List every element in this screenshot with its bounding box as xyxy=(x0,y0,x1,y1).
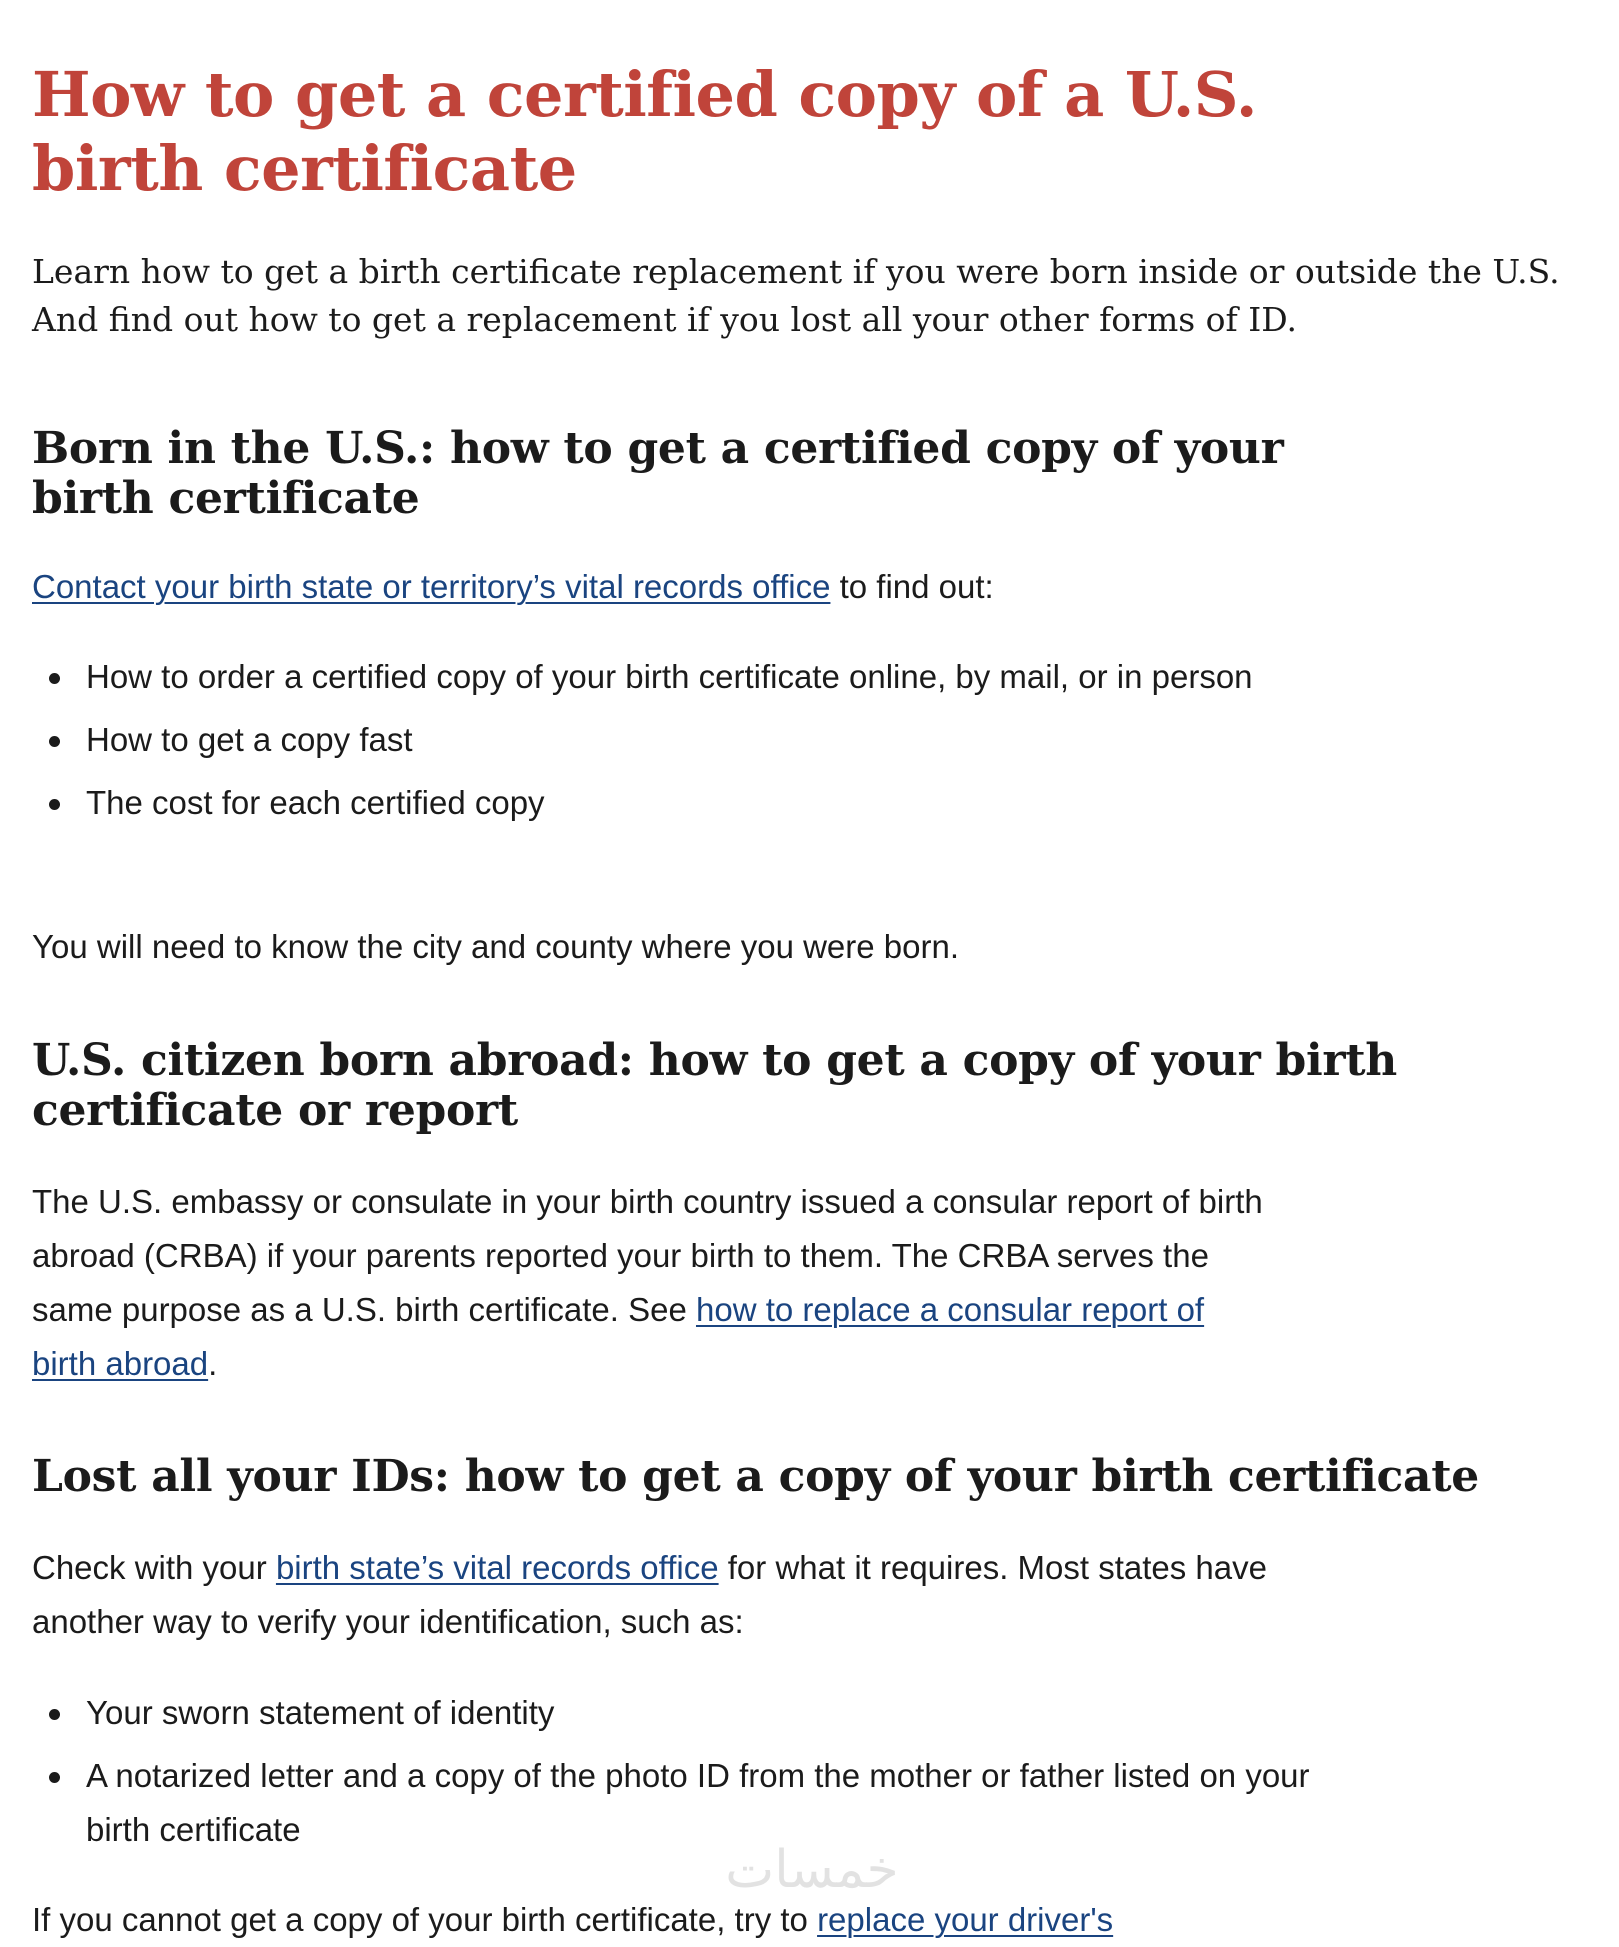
page-lede: Learn how to get a birth certificate replacement if you were born inside or outside the U.S. And find out how to get a replacement if you lost all your other forms of ID. xyxy=(32,252,1560,339)
section-us-intro-text: to find out: xyxy=(830,568,994,605)
section-lost-bullet-list xyxy=(32,1686,1332,1866)
watermark-logo: خمسات xyxy=(725,1840,899,1900)
section-us-note: You will need to know the city and county where you were born. xyxy=(32,928,959,965)
section-abroad-body: The U.S. embassy or consulate in your birth country issued a consular report of birth abroad (CRBA) if your parents reported your birth to them. The CRBA serves the same purpose as a U.S. birth certificate. See xyxy=(32,1183,1263,1328)
list-item: A notarized letter and a copy of the photo ID from the mother or father listed on your birth certificate xyxy=(32,1749,1332,1857)
birth-state-vital-records-link[interactable]: birth state’s vital records office xyxy=(275,1549,719,1586)
section-heading-born-abroad: U.S. citizen born abroad: how to get a copy of your birth certificate or report xyxy=(32,1035,1397,1136)
list-item: The cost for each certified copy xyxy=(32,776,1272,830)
section-us-bullet-list xyxy=(32,650,1272,839)
section-heading-born-us: Born in the U.S.: how to get a certified copy of your birth certificate xyxy=(32,423,1284,524)
replace-drivers-license-link[interactable]: replace your driver's xyxy=(817,1901,1114,1938)
section-lost-text-end: for what it requires. Most states have another way to verify your identification, such as: xyxy=(32,1549,1267,1640)
replace-crba-link[interactable]: how to replace a consular report of birth abroad xyxy=(32,1291,1205,1382)
section-lost-text xyxy=(32,1541,1282,1649)
section-abroad-text xyxy=(32,1175,1272,1391)
list-item: How to get a copy fast xyxy=(32,713,1272,767)
section-abroad-period: . xyxy=(208,1345,218,1382)
section-us-intro xyxy=(32,560,1352,614)
section-lost-text-start: Check with your xyxy=(32,1549,276,1586)
list-item: Your sworn statement of identity xyxy=(32,1686,1332,1740)
vital-records-office-link[interactable]: Contact your birth state or territory’s vital records office xyxy=(32,568,831,605)
section-lost-closing-text: If you cannot get a copy of your birth certificate, try to xyxy=(32,1901,818,1938)
list-item: How to order a certified copy of your birth certificate online, by mail, or in person xyxy=(32,650,1272,704)
section-heading-lost-ids: Lost all your IDs: how to get a copy of your birth certificate xyxy=(32,1451,1479,1502)
section-lost-closing xyxy=(32,1893,1432,1947)
page-title: How to get a certified copy of a U.S. birth certificate xyxy=(32,58,1257,205)
